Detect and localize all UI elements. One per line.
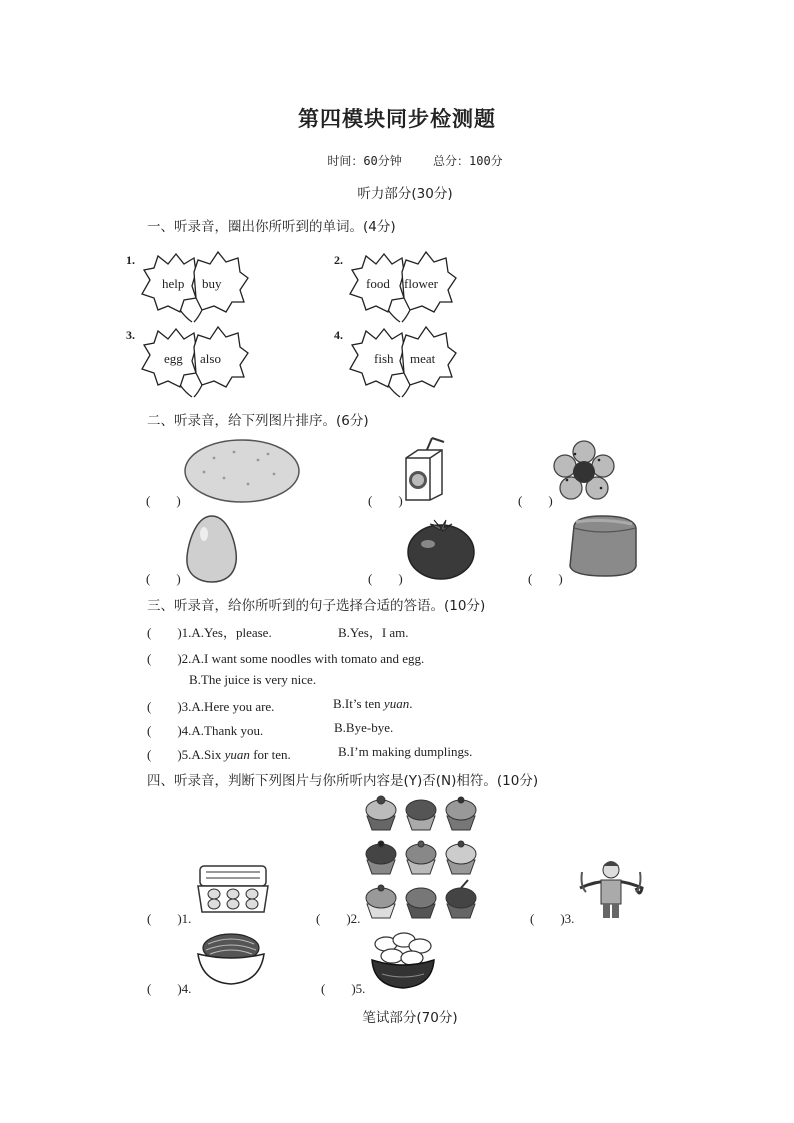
- answer-blank[interactable]: ( ): [316, 911, 351, 926]
- section4-heading: 四、听录音，判断下列图片与你所听内容是(Y)否(N)相符。(10分): [147, 773, 539, 789]
- question-number: 3.: [181, 699, 192, 714]
- leaf-pair-4: [348, 325, 458, 400]
- page-title: 第四模块同步检测题: [298, 107, 496, 131]
- section2-heading: 二、听录音，给下列图片排序。(6分): [147, 413, 369, 429]
- answer-blank[interactable]: ( ): [147, 651, 182, 666]
- s1-num-3: 3.: [126, 328, 135, 342]
- option-b[interactable]: B.I’m making dumplings.: [338, 744, 473, 759]
- question-3-1: [147, 622, 272, 641]
- leaf-word-a[interactable]: fish: [374, 351, 394, 366]
- total-score: 总分：100分: [433, 154, 503, 168]
- leaf-word-b[interactable]: buy: [202, 276, 222, 291]
- s1-num-4: 4.: [334, 328, 343, 342]
- answer-blank[interactable]: ( ): [147, 625, 182, 640]
- egg-carton-image: [196, 862, 270, 916]
- leaf-pair-1: [140, 250, 250, 325]
- option-a[interactable]: A.Yes，please.: [191, 625, 272, 640]
- option-a[interactable]: [191, 747, 290, 762]
- question-3-5: [147, 744, 291, 763]
- dumplings-bowl-image: [370, 930, 436, 992]
- s1-num-1: 1.: [126, 253, 135, 267]
- leaf-word-a[interactable]: food: [366, 276, 390, 291]
- leaf-word-b[interactable]: flower: [404, 276, 438, 291]
- question-number: 2.: [181, 651, 192, 666]
- answer-blank[interactable]: ( ): [147, 723, 182, 738]
- answer-blank[interactable]: ( ): [518, 493, 553, 508]
- item-label: 5.: [355, 981, 366, 996]
- noodle-bowl-image: [196, 930, 266, 988]
- answer-blank[interactable]: ( ): [147, 981, 182, 996]
- item-label: 3.: [564, 911, 575, 926]
- question-3-4: [147, 720, 263, 739]
- exam-meta: [0, 152, 794, 169]
- answer-blank[interactable]: ( ): [368, 571, 403, 586]
- judge-item-2: [316, 908, 360, 927]
- item-label: 4.: [181, 981, 192, 996]
- question-number: 5.: [181, 747, 192, 762]
- juice-box-image: [402, 436, 452, 502]
- judge-item-4: [147, 978, 191, 997]
- answer-blank[interactable]: ( ): [528, 571, 563, 586]
- answer-blank[interactable]: ( ): [147, 747, 182, 762]
- listening-header: 听力部分(30分): [357, 186, 453, 202]
- leaf-pair-2: [348, 250, 458, 325]
- question-3-3: [147, 696, 274, 715]
- question-3-2: [147, 648, 424, 667]
- leaf-word-b[interactable]: meat: [410, 351, 436, 366]
- option-b[interactable]: B.The juice is very nice.: [189, 672, 317, 687]
- flower-image: [555, 440, 613, 504]
- writing-header: 笔试部分(70分): [362, 1010, 458, 1026]
- option-a[interactable]: A.Here you are.: [191, 699, 275, 714]
- cupcakes-image: [364, 794, 478, 922]
- s1-num-2: 2.: [334, 253, 343, 267]
- answer-blank[interactable]: ( ): [147, 699, 182, 714]
- option-b-text: B.It’s ten: [333, 696, 384, 711]
- option-a-end: for ten.: [249, 747, 291, 762]
- leaf-pair-3: [140, 325, 250, 400]
- leaf-word-a[interactable]: egg: [164, 351, 183, 366]
- section3-heading: 三、听录音，给你所听到的句子选择合适的答语。(10分): [147, 598, 486, 614]
- potato-image: [184, 438, 302, 504]
- bread-image: [566, 514, 640, 578]
- option-b-end: .: [409, 696, 413, 711]
- section1-heading: 一、听录音，圈出你所听到的单词。(4分): [147, 219, 396, 235]
- tomato-image: [406, 514, 476, 580]
- answer-blank[interactable]: ( ): [321, 981, 356, 996]
- question-number: 4.: [181, 723, 192, 738]
- answer-blank[interactable]: ( ): [368, 493, 403, 508]
- judge-item-1: [147, 908, 191, 927]
- option-a[interactable]: A.Thank you.: [191, 723, 264, 738]
- leaf-word-a[interactable]: help: [162, 276, 185, 291]
- item-label: 2.: [350, 911, 361, 926]
- answer-blank[interactable]: ( ): [146, 493, 181, 508]
- leaf-word-b[interactable]: also: [200, 351, 221, 366]
- item-label: 1.: [181, 911, 192, 926]
- time-limit: 时间：60分钟: [327, 154, 402, 168]
- answer-blank[interactable]: ( ): [146, 571, 181, 586]
- option-b[interactable]: B.Bye-bye.: [334, 720, 394, 735]
- option-b[interactable]: B.Yes，I am.: [338, 625, 409, 640]
- judge-item-3: [530, 908, 574, 927]
- answer-blank[interactable]: ( ): [530, 911, 565, 926]
- option-a-text: A.Six: [191, 747, 225, 762]
- option-a-italic: yuan: [224, 747, 250, 762]
- option-b-italic: yuan: [383, 696, 410, 711]
- option-a[interactable]: A.I want some noodles with tomato and egg.: [191, 651, 425, 666]
- egg-image: [184, 514, 240, 584]
- boy-noodles-image: [576, 858, 646, 920]
- judge-item-5: [321, 978, 365, 997]
- answer-blank[interactable]: ( ): [147, 911, 182, 926]
- option-b[interactable]: [333, 696, 412, 712]
- question-number: 1.: [181, 625, 192, 640]
